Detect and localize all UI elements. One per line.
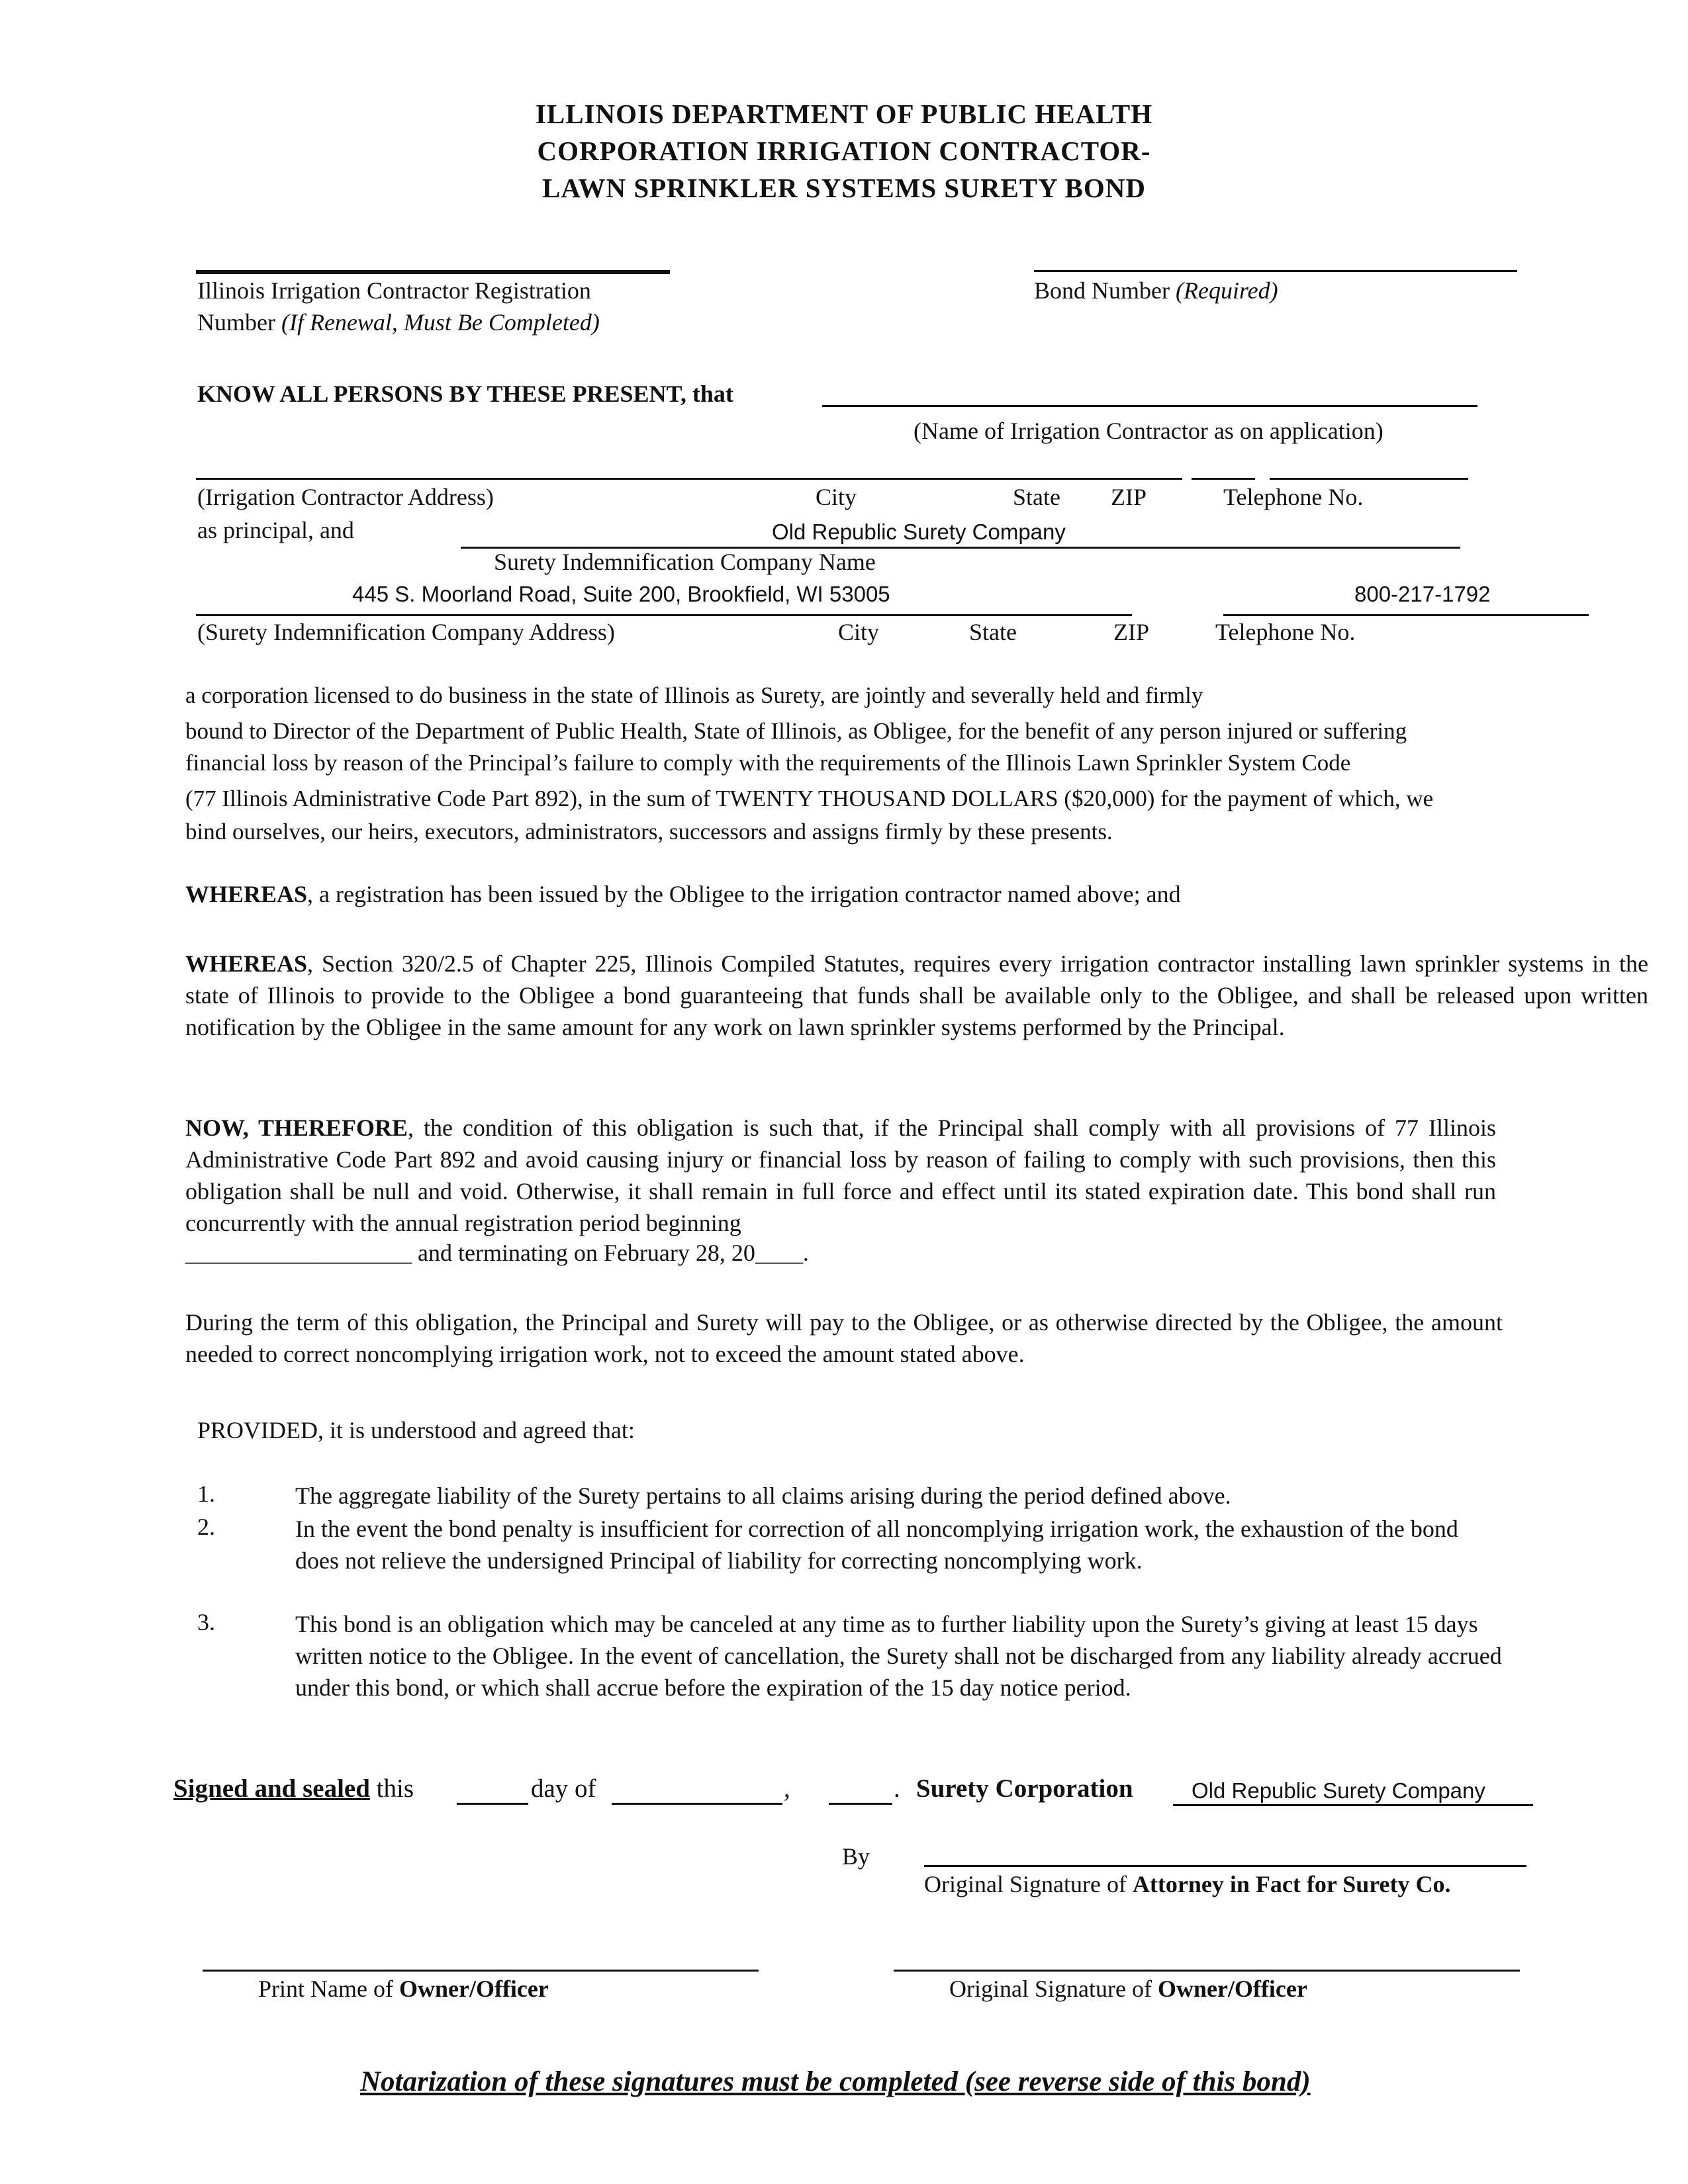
- contractor-zip-line[interactable]: [1192, 478, 1255, 480]
- date-comma: ,: [784, 1774, 790, 1803]
- surety-zip-label: ZIP: [1113, 619, 1149, 645]
- surety-company-caption: Surety Indemnification Company Name: [494, 549, 876, 575]
- bond-number-line[interactable]: [1034, 270, 1517, 272]
- provision-1-number: 1.: [197, 1480, 215, 1507]
- contractor-city-label: City: [816, 484, 857, 510]
- surety-corporation-label: Surety Corporation: [916, 1774, 1133, 1803]
- surety-corporation-value[interactable]: Old Republic Surety Company: [1192, 1778, 1485, 1803]
- signed-sealed-line: Signed and sealed this: [173, 1774, 414, 1803]
- surety-phone-value[interactable]: 800-217-1792: [1354, 582, 1491, 606]
- registration-label-line2: Number (If Renewal, Must Be Completed): [197, 309, 600, 336]
- paragraph-1-line-5: bind ourselves, our heirs, executors, administrators, successors and assigns firmly by these presents.: [185, 819, 1113, 844]
- paragraph-4-last-line: ___________________ and terminating on February 28, 20____.: [185, 1240, 809, 1266]
- know-all-text: KNOW ALL PERSONS BY THESE PRESENT, that: [197, 381, 733, 407]
- surety-phone-line[interactable]: [1223, 614, 1589, 616]
- paragraph-4: NOW, THEREFORE, the condition of this obligation is such that, if the Principal shall comply with all provisions of 77 Illinois Administrative Code Part 892 and avoid causing injury or financial loss by reason of failing to comply with such provisions, then this obligation shall be null and void. Otherwise, it shall remain in full force and effect until its stated expiration date. This bond shall run concurrently with the annual registration period beginning: [185, 1115, 1496, 1236]
- attorney-signature-label: Original Signature of Attorney in Fact for Surety Co.: [924, 1871, 1451, 1897]
- notarization-notice: Notarization of these signatures must be completed (see reverse side of this bond): [360, 2066, 1311, 2097]
- contractor-zip-label: ZIP: [1111, 484, 1147, 510]
- paragraph-5: During the term of this obligation, the Principal and Surety will pay to the Obligee, or as otherwise directed by the Obligee, the amount needed to correct noncomplying irrigation work, not to exceed the amount stated above.: [185, 1309, 1503, 1367]
- surety-phone-label: Telephone No.: [1215, 619, 1356, 645]
- surety-corporation-line[interactable]: [1173, 1804, 1533, 1806]
- provision-1-text: The aggregate liability of the Surety pertains to all claims arising during the period defined above.: [295, 1482, 1231, 1509]
- principal-label: as principal, and: [197, 517, 354, 543]
- surety-address-value[interactable]: 445 S. Moorland Road, Suite 200, Brookfield, WI 53005: [352, 582, 890, 606]
- contractor-address-line[interactable]: [196, 478, 1182, 480]
- provision-2-text: In the event the bond penalty is insufficient for correction of all noncomplying irrigation work, the exhaustion of the bond does not relieve the undersigned Principal of liability for correcting noncomplying work.: [295, 1516, 1458, 1574]
- contractor-phone-label: Telephone No.: [1223, 484, 1364, 510]
- registration-label-line1: Illinois Irrigation Contractor Registration: [197, 277, 591, 304]
- attorney-signature-line[interactable]: [924, 1865, 1526, 1867]
- provided-heading: PROVIDED, it is understood and agreed that:: [197, 1417, 635, 1443]
- paragraph-2: WHEREAS, a registration has been issued by the Obligee to the irrigation contractor named above; and: [185, 881, 1181, 907]
- title-line-1: ILLINOIS DEPARTMENT OF PUBLIC HEALTH: [535, 99, 1153, 129]
- title-line-3: LAWN SPRINKLER SYSTEMS SURETY BOND: [542, 173, 1146, 203]
- surety-city-label: City: [838, 619, 880, 645]
- owner-signature-label: Original Signature of Owner/Officer: [949, 1976, 1307, 2002]
- by-label: By: [842, 1843, 870, 1870]
- date-period: .: [894, 1774, 900, 1803]
- surety-address-line[interactable]: [196, 614, 1132, 616]
- provision-3-text: This bond is an obligation which may be canceled at any time as to further liability upon the Surety’s giving at least 15 days written notice to the Obligee. In the event of cancellation, the Surety shall not be discharged from any liability already accrued under this bond, or which shall accrue before the expiration of the 15 day notice period.: [295, 1611, 1502, 1701]
- day-of-label: day of: [531, 1774, 596, 1803]
- paragraph-1-line-2: bound to Director of the Department of Public Health, State of Illinois, as Obligee, for the benefit of any person injured or suffering: [185, 718, 1407, 744]
- contractor-phone-line[interactable]: [1270, 478, 1468, 480]
- contractor-state-label: State: [1013, 484, 1060, 510]
- paragraph-1-line-3: financial loss by reason of the Principal’s failure to comply with the requirements of the Illinois Lawn Sprinkler System Code: [185, 750, 1351, 776]
- month-blank[interactable]: [612, 1803, 782, 1805]
- owner-signature-line[interactable]: [894, 1970, 1520, 1972]
- print-name-label: Print Name of Owner/Officer: [258, 1976, 549, 2002]
- provision-2-number: 2.: [197, 1514, 215, 1540]
- print-name-line[interactable]: [203, 1970, 759, 1972]
- title-line-2: CORPORATION IRRIGATION CONTRACTOR-: [537, 136, 1151, 166]
- year-blank[interactable]: [829, 1803, 892, 1805]
- paragraph-1-line-1: a corporation licensed to do business in the state of Illinois as Surety, are jointly and severally held and firmly: [185, 682, 1203, 708]
- surety-address-label: (Surety Indemnification Company Address): [197, 619, 615, 645]
- contractor-name-line[interactable]: [822, 405, 1477, 407]
- registration-number-line[interactable]: [196, 270, 670, 274]
- contractor-address-label: (Irrigation Contractor Address): [197, 484, 494, 510]
- contractor-name-caption: (Name of Irrigation Contractor as on application): [914, 418, 1383, 444]
- provision-3-number: 3.: [197, 1609, 215, 1635]
- bond-number-label: Bond Number (Required): [1034, 277, 1278, 304]
- surety-state-label: State: [969, 619, 1017, 645]
- day-blank[interactable]: [457, 1803, 528, 1805]
- surety-company-value[interactable]: Old Republic Surety Company: [772, 520, 1066, 544]
- paragraph-1-line-4: (77 Illinois Administrative Code Part 892), in the sum of TWENTY THOUSAND DOLLARS ($20,000) for the payment of which, we: [185, 786, 1434, 811]
- paragraph-3: WHEREAS, Section 320/2.5 of Chapter 225, Illinois Compiled Statutes, requires every irrigation contractor installing lawn sprinkler systems in the state of Illinois to provide to the Obligee a bond guaranteeing that funds shall be available only to the Obligee, and shall be released upon written notification by the Obligee in the same amount for any work on lawn sprinkler systems performed by the Principal.: [185, 950, 1648, 1040]
